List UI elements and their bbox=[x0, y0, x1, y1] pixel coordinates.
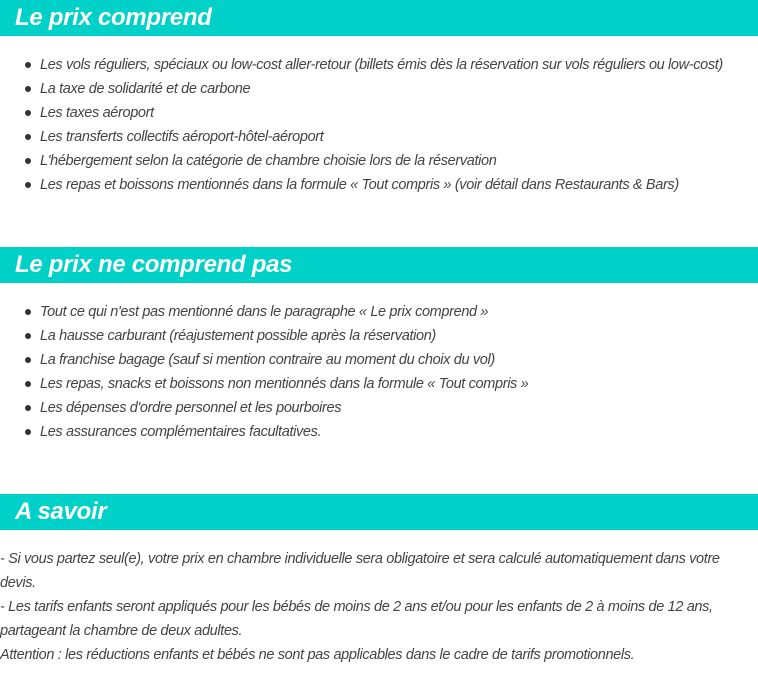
section-header-not-included: Le prix ne comprend pas bbox=[0, 247, 758, 283]
list-item: Les taxes aéroport bbox=[0, 101, 758, 125]
section-header-included: Le prix comprend bbox=[0, 0, 758, 36]
list-item: Les dépenses d'ordre personnel et les pourboires bbox=[0, 396, 758, 420]
bullet-icon bbox=[25, 429, 31, 435]
list-item: L'hébergement selon la catégorie de chambre choisie lors de la réservation bbox=[0, 149, 758, 173]
paragraph: - Les tarifs enfants seront appliqués pour les bébés de moins de 2 ans et/ou pour les enfants de 2 à moins de 12 ans, partageant la chambre de deux adultes. bbox=[0, 599, 713, 639]
bullet-icon bbox=[25, 86, 31, 92]
bullet-icon bbox=[25, 381, 31, 387]
good-to-know-text bbox=[0, 547, 758, 667]
list-item: Les repas, snacks et boissons non mentionnés dans la formule « Tout compris » bbox=[0, 372, 758, 396]
bullet-icon bbox=[25, 333, 31, 339]
bullet-icon bbox=[25, 62, 31, 68]
bullet-icon bbox=[25, 357, 31, 363]
bullet-icon bbox=[25, 309, 31, 315]
bullet-icon bbox=[25, 182, 31, 188]
included-list bbox=[0, 53, 758, 197]
bullet-icon bbox=[25, 158, 31, 164]
list-item: Les repas et boissons mentionnés dans la formule « Tout compris » (voir détail dans Restaurants & Bars) bbox=[0, 173, 758, 197]
section-good-to-know bbox=[0, 494, 758, 663]
bullet-icon bbox=[25, 405, 31, 411]
list-item: La taxe de solidarité et de carbone bbox=[0, 77, 758, 101]
paragraph: Attention : les réductions enfants et bébés ne sont pas applicables dans le cadre de tarifs promotionnels. bbox=[0, 647, 635, 663]
bullet-icon bbox=[25, 110, 31, 116]
list-item: Les transferts collectifs aéroport-hôtel-aéroport bbox=[0, 125, 758, 149]
list-item: Les assurances complémentaires facultatives. bbox=[0, 420, 758, 444]
list-item: La hausse carburant (réajustement possible après la réservation) bbox=[0, 324, 758, 348]
list-item: Les vols réguliers, spéciaux ou low-cost aller-retour (billets émis dès la réservation sur vols réguliers ou low-cost) bbox=[0, 53, 758, 77]
section-header-good-to-know: A savoir bbox=[0, 494, 758, 530]
bullet-icon bbox=[25, 134, 31, 140]
paragraph: - Si vous partez seul(e), votre prix en chambre individuelle sera obligatoire et sera calculé automatiquement dans votre devis. bbox=[0, 551, 720, 591]
list-item: Tout ce qui n'est pas mentionné dans le paragraphe « Le prix comprend » bbox=[0, 300, 758, 324]
list-item: La franchise bagage (sauf si mention contraire au moment du choix du vol) bbox=[0, 348, 758, 372]
section-not-included bbox=[0, 247, 758, 440]
section-included bbox=[0, 0, 758, 193]
not-included-list bbox=[0, 300, 758, 444]
